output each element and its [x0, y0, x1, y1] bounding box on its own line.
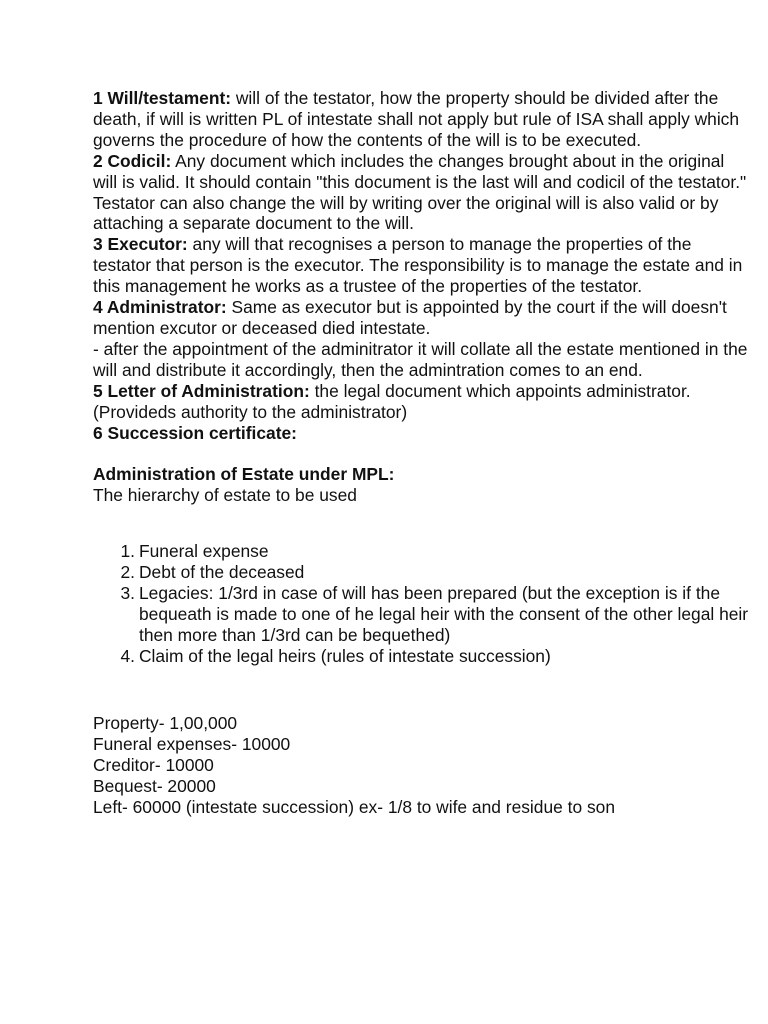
spacer	[93, 687, 753, 713]
list-item	[120, 561, 753, 583]
example-line: Left- 60000 (intestate succession) ex- 1/8 to wife and residue to son	[93, 796, 616, 817]
list-item	[120, 645, 753, 667]
example-line: Funeral expenses- 10000	[93, 734, 291, 755]
list-item-text: Claim of the legal heirs (rules of intestate succession)	[139, 645, 551, 666]
list-item-text: Legacies: 1/3rd in case of will has been prepared (but the exception is if the bequeath is made to one of he legal heir with the consent of the other legal heir then more than 1/3rd can be bequethed)	[139, 582, 749, 645]
list-item	[120, 582, 753, 646]
definition-term: 4 Administrator:	[93, 297, 227, 318]
definition-text: - after the appointment of the adminitrator it will collate all the estate mentioned in the will and distribute it accordingly, then the admintration comes to an end.	[93, 338, 748, 380]
spacer	[93, 666, 753, 687]
list-number: 3.	[120, 582, 135, 603]
definition-administrator-note	[93, 339, 753, 381]
definition-succession-certificate	[93, 423, 753, 444]
document-page	[93, 88, 753, 818]
list-number: 2.	[120, 561, 135, 582]
list-item	[120, 541, 753, 562]
hierarchy-list	[93, 541, 753, 666]
example-line: Property- 1,00,000	[93, 713, 238, 734]
definition-term: 1 Will/testament:	[93, 88, 232, 108]
definition-executor	[93, 234, 753, 297]
list-number: 1.	[120, 541, 135, 561]
definition-term: 6 Succession certificate:	[93, 422, 297, 443]
section-heading: Administration of Estate under MPL:	[93, 464, 395, 485]
list-number: 4.	[120, 645, 135, 666]
definition-letter-of-administration	[93, 381, 753, 423]
definition-will	[93, 88, 753, 151]
definition-term: 3 Executor:	[93, 234, 188, 255]
list-item-text: Funeral expense	[139, 541, 269, 561]
example-line: Creditor- 10000	[93, 755, 214, 776]
definition-administrator	[93, 297, 753, 339]
definition-term: 2 Codicil:	[93, 150, 172, 171]
section-subheading: The hierarchy of estate to be used	[93, 485, 357, 506]
definition-text: Any document which includes the changes brought about in the original will is valid. It should contain "this document is the last will and codicil of the testator." Testator can also change the will by writing over the original will is also valid or by attaching a separate document to the will.	[93, 150, 747, 234]
list-item-text: Debt of the deceased	[139, 561, 305, 582]
definition-text: Same as executor but is appointed by the court if the will doesn't mention excutor or deceased died intestate.	[93, 297, 727, 338]
spacer	[93, 527, 753, 541]
example-line: Bequest- 20000	[93, 776, 216, 797]
definition-text: will of the testator, how the property should be divided after the death, if will is written PL of intestate shall not apply but rule of ISA shall apply which governs the procedure of how the contents of the will is to be executed.	[93, 88, 740, 150]
definition-codicil	[93, 151, 753, 235]
spacer	[93, 506, 753, 527]
spacer	[93, 443, 753, 464]
definition-text: any will that recognises a person to manage the properties of the testator that person is the executor. The responsibility is to manage the estate and in this management he works as a trustee of the properties of the testator.	[93, 234, 743, 297]
definition-text: the legal document which appoints administrator. (Provideds authority to the administrator)	[93, 380, 691, 422]
definition-term: 5 Letter of Administration:	[93, 380, 310, 401]
